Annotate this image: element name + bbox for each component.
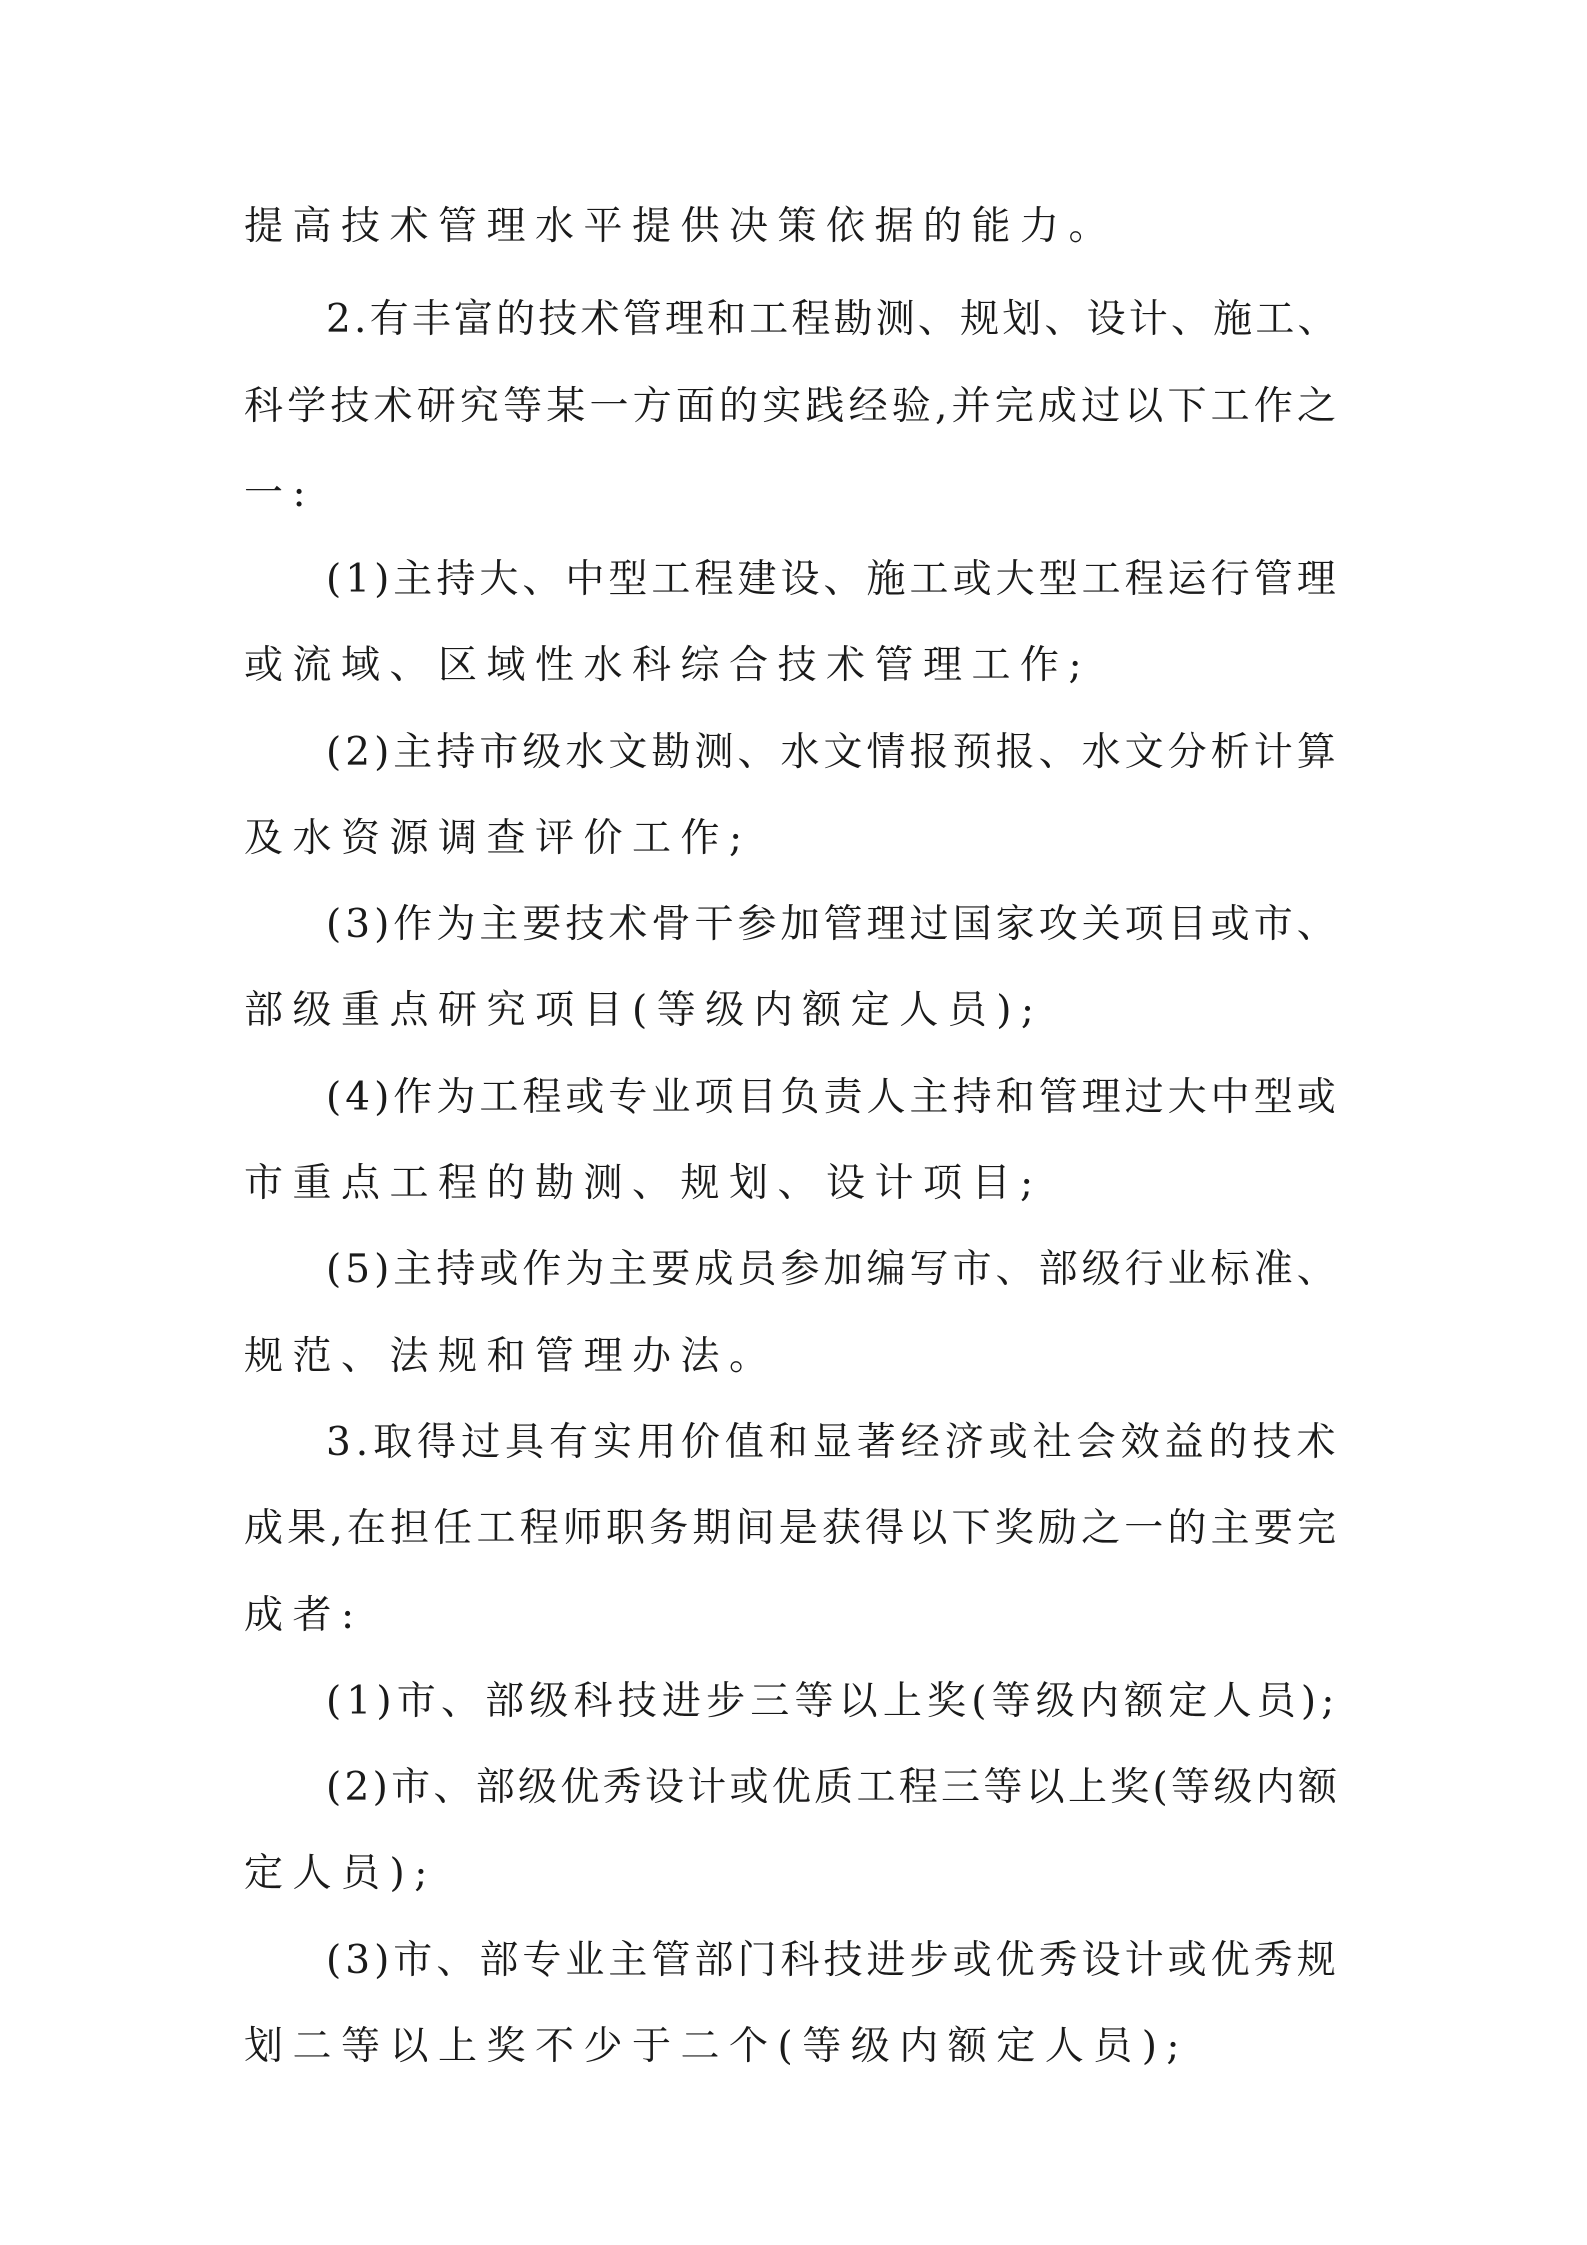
text-line: 市重点工程的勘测、规划、设计项目; bbox=[244, 1161, 1043, 1206]
text-line: 科学技术研究等某一方面的实践经验,并完成过以下工作之 bbox=[244, 384, 1341, 429]
text-line: 或流域、区域性水科综合技术管理工作; bbox=[244, 643, 1092, 688]
text-line: 成果,在担任工程师职务期间是获得以下奖励之一的主要完 bbox=[244, 1506, 1341, 1551]
text-line: (2)市、部级优秀设计或优质工程三等以上奖(等级内额 bbox=[326, 1765, 1341, 1810]
text-line: 一: bbox=[244, 471, 316, 516]
text-line: (5)主持或作为主要成员参加编写市、部级行业标准、 bbox=[326, 1247, 1340, 1292]
text-line: (3)作为主要技术骨干参加管理过国家攻关项目或市、 bbox=[326, 902, 1340, 947]
text-line: 部级重点研究项目(等级内额定人员); bbox=[244, 988, 1044, 1033]
text-line: (1)主持大、中型工程建设、施工或大型工程运行管理 bbox=[326, 557, 1340, 602]
text-line: 规范、法规和管理办法。 bbox=[244, 1334, 778, 1379]
text-line: 提高技术管理水平提供决策依据的能力。 bbox=[244, 204, 1118, 249]
text-line: (4)作为工程或专业项目负责人主持和管理过大中型或 bbox=[326, 1075, 1340, 1120]
text-line: (3)市、部专业主管部门科技进步或优秀设计或优秀规 bbox=[326, 1938, 1340, 1983]
text-line: 成者: bbox=[244, 1593, 364, 1638]
text-line: 划二等以上奖不少于二个(等级内额定人员); bbox=[244, 2024, 1190, 2069]
text-line: (2)主持市级水文勘测、水文情报预报、水文分析计算 bbox=[326, 730, 1340, 775]
text-line: 2.有丰富的技术管理和工程勘测、规划、设计、施工、 bbox=[326, 297, 1340, 342]
text-line: 及水资源调查评价工作; bbox=[244, 816, 752, 861]
text-line: 定人员); bbox=[244, 1851, 437, 1896]
text-line: 3.取得过具有实用价值和显著经济或社会效益的技术 bbox=[326, 1420, 1341, 1465]
text-line: (1)市、部级科技进步三等以上奖(等级内额定人员); bbox=[326, 1679, 1340, 1724]
